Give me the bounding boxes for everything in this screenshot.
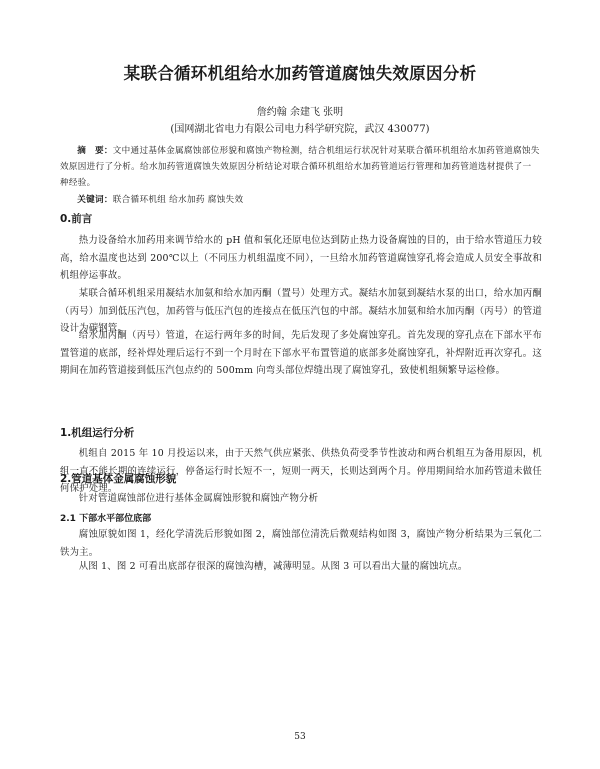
- paragraph: 从图 1、图 2 可看出底部存很深的腐蚀沟槽，减薄明显。从图 3 可以看出大量的腐蚀坑点。: [78, 561, 468, 572]
- keywords-text: 联合循环机组 给水加药 腐蚀失效: [112, 195, 244, 205]
- keywords-label: 关键词：: [77, 195, 113, 205]
- keywords: [60, 193, 540, 207]
- paragraph: 给水加丙酮（丙号）管道，在运行两年多的时间，先后发现了多处腐蚀穿孔。首先发现的穿孔点在下部水平布置管道的底部，经补焊处理后运行不到一个月时在下部水平布置管道的底部多处腐蚀穿孔，补焊附近再次穿孔。这期间在加药管道接到低压汽包点约的 500mm 向弯头部位焊缝出现了腐蚀穿孔，致使机组频繁导运检修。: [60, 330, 542, 376]
- paragraph: 机组自 2015 年 10 月投运以来，由于天然气供应紧张、供热负荷受季节性波动和两台机组互为备用原因，机组一直不能长期的连续运行，停备运行时长短不一，短则一两天，长则达到两个月。停用期间给水加药管道未做任何保护处理。: [60, 448, 542, 494]
- page-number: 53: [294, 732, 306, 742]
- abstract-label: 摘 要：: [77, 146, 113, 156]
- affiliation: (国网湖北省电力有限公司电力科学研究院，武汉 430077): [170, 124, 430, 135]
- paragraph: 热力设备给水加药用来调节给水的 pH 值和氧化还原电位达到防止热力设备腐蚀的目的，由于给水管道压力较高，给水温度也达到 200℃以上（不同压力机组温度不同），一旦给水加药管道腐蚀穿孔将会造成人员安全事故和机组停运事故。: [60, 235, 542, 281]
- subsection-heading: 2.1 下部水平部位底部: [60, 514, 152, 524]
- author-list: 詹约翰 余建飞 张明: [256, 107, 344, 118]
- section-heading-corrosion-morphology: 2.管道基体金属腐蚀形貌: [60, 473, 177, 485]
- section-heading-introduction: 0.前言: [60, 213, 93, 225]
- paper-title: 某联合循环机组给水加药管道腐蚀失效原因分析: [123, 64, 477, 83]
- section-heading-operation-analysis: 1.机组运行分析: [60, 427, 135, 439]
- paragraph: 某联合循环机组采用凝结水加氨和给水加丙酮（置号）处理方式。凝结水加氨到凝结水泵的出口，给水加丙酮（丙号）加到低压汽包，加药管与低压汽包的连接点在低压汽包的中部。凝结水加氨和给水加丙酮（丙号）的管道设计为碳钢管。: [60, 288, 542, 334]
- abstract-text: 文中通过基体金属腐蚀部位形貌和腐蚀产物检测，结合机组运行状况针对某联合循环机组给水加药管道腐蚀失效原因进行了分析。给水加药管道腐蚀失效原因分析结论对联合循环机组给水加药管道运行管理和加药管道选材提供了一种经验。: [60, 146, 540, 188]
- paragraph: 针对管道腐蚀部位进行基体金属腐蚀形貌和腐蚀产物分析: [78, 493, 319, 504]
- abstract: [60, 143, 540, 191]
- paragraph: 腐蚀原貌如图 1，经化学清洗后形貌如图 2，腐蚀部位清洗后微观结构如图 3，腐蚀产物分析结果为三氧化二铁为主。: [60, 529, 542, 558]
